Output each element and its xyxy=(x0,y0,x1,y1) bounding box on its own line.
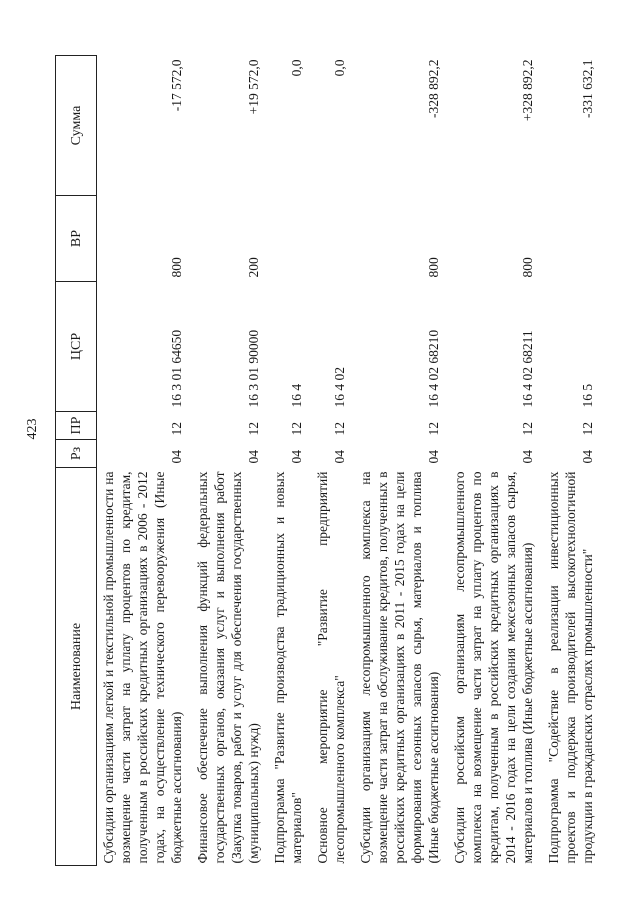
row-pr: 12 xyxy=(289,422,304,436)
row-csr: 16 3 01 64650 xyxy=(169,329,184,408)
row-name: Субсидии организациям легкой и текстильной промышленности на возмещение части затрат на уплату процентов по кредитам, полученным в российских кредитных организациях в 2006 - 2012 годах, на осуществление технического перевооружения (Иные бюджетные ассигнования) xyxy=(101,471,184,864)
header-vr: ВР xyxy=(56,196,97,282)
row-sum: 0,0 xyxy=(289,59,304,77)
row-csr: 16 5 xyxy=(580,383,595,408)
row-sum: 0,0 xyxy=(332,59,347,77)
row-sum: +328 892,2 xyxy=(520,59,535,122)
row-csr: 16 4 02 xyxy=(332,367,347,408)
row-sum: -328 892,2 xyxy=(426,59,441,118)
row-sum: -17 572,0 xyxy=(169,59,184,112)
row-vr: 800 xyxy=(426,257,441,278)
row-vr xyxy=(542,196,602,282)
budget-table xyxy=(55,55,602,866)
row-csr: 16 4 02 68210 xyxy=(426,329,441,408)
header-pr: ПР xyxy=(56,412,97,440)
row-rz: 04 xyxy=(289,450,304,464)
page-number: 423 xyxy=(25,418,40,440)
row-vr: 200 xyxy=(246,257,261,278)
table-row xyxy=(542,56,602,866)
row-pr: 12 xyxy=(246,422,261,436)
table-header-row xyxy=(56,56,97,866)
row-sum: -331 632,1 xyxy=(580,59,595,118)
row-name: Основное мероприятие "Развитие предприятий лесопромышленного комплекса" xyxy=(315,471,347,864)
row-rz: 04 xyxy=(246,450,261,464)
row-name: Субсидии российским организациям лесопромышленного комплекса на возмещение части затрат на уплату процентов по кредитам, полученным в российских кредитных организациях в 2014 - 2016 годах на цели создания межсезонных запасов сырья, материалов и топлива (Иные бюджетные ассигнования) xyxy=(452,471,535,864)
row-name: Финансовое обеспечение выполнения функций федеральных государственных органов, оказания услуг и выполнения работ (Закупка товаров, работ и услуг для обеспечения государственных (муниципальных) нужд) xyxy=(195,471,261,864)
row-rz: 04 xyxy=(332,450,347,464)
row-csr: 16 4 xyxy=(289,383,304,408)
row-pr: 12 xyxy=(580,422,595,436)
budget-table-container xyxy=(55,56,595,866)
row-pr: 12 xyxy=(169,422,184,436)
table-row xyxy=(268,56,311,866)
row-vr: 800 xyxy=(169,257,184,278)
header-csr: ЦСР xyxy=(56,282,97,412)
row-rz: 04 xyxy=(520,450,535,464)
row-pr: 12 xyxy=(520,422,535,436)
row-name: Подпрограмма "Развитие производства традиционных и новых материалов" xyxy=(272,471,304,864)
table-row xyxy=(311,56,354,866)
row-rz: 04 xyxy=(580,450,595,464)
table-row xyxy=(97,56,192,866)
header-sum: Сумма xyxy=(56,56,97,196)
row-sum: +19 572,0 xyxy=(246,59,261,115)
table-row xyxy=(354,56,448,866)
row-vr: 800 xyxy=(520,257,535,278)
row-csr: 16 3 01 90000 xyxy=(246,329,261,408)
row-name: Подпрограмма "Содействие в реализации инвестиционных проектов и поддержка производителей высокотехнологичной продукции в гражданских отраслях промышленности" xyxy=(546,471,595,864)
row-vr xyxy=(311,196,354,282)
row-vr xyxy=(268,196,311,282)
table-row xyxy=(448,56,542,866)
row-csr: 16 4 02 68211 xyxy=(520,330,535,408)
row-pr: 12 xyxy=(426,422,441,436)
header-rz: Рз xyxy=(56,440,97,468)
row-name: Субсидии организациям лесопромышленного комплекса на возмещение части затрат на обслуживание кредитов, полученных в российских кредитных организациях в 2011 - 2015 годах на цели формирования сезонных запасов сырья, материалов и топлива (Иные бюджетные ассигнования) xyxy=(358,471,441,864)
row-rz: 04 xyxy=(169,450,184,464)
row-pr: 12 xyxy=(332,422,347,436)
row-rz: 04 xyxy=(426,450,441,464)
table-row xyxy=(191,56,268,866)
header-name: Наименование xyxy=(56,468,97,866)
